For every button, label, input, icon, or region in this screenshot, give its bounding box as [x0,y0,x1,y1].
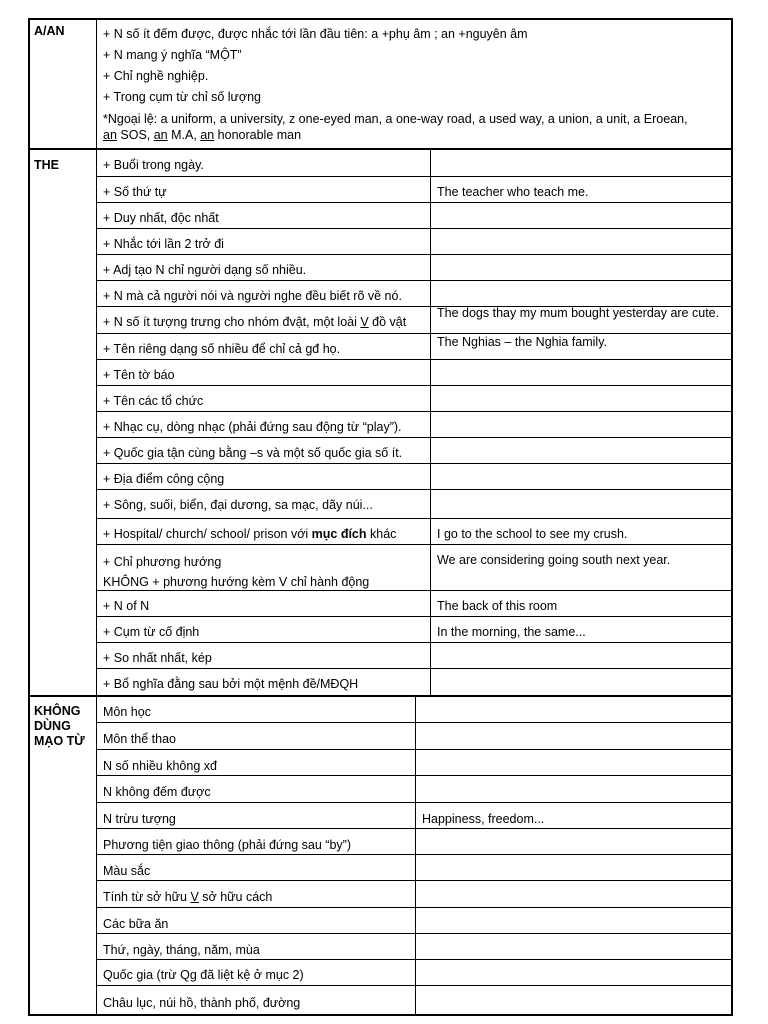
the-rule: + N mà cả người nói và người nghe đều biết rõ về nó. [103,289,402,303]
no-article-rule: Quốc gia (trừ Qg đã liệt kệ ở mục 2) [103,968,304,982]
no-article-rule: N trừu tượng [103,812,176,826]
row-divider [96,775,732,776]
row-divider [96,854,732,855]
the-rule [97,549,430,593]
the-example: The dogs thay my mum bought yesterday are cute. [437,306,720,320]
row-divider [96,280,732,281]
rule-text: Tính từ sở hữu [103,890,191,904]
a-an-rule: + N mang ý nghĩa “MỘT” [103,48,242,62]
a-an-rule: + N số ít đếm được, được nhắc tới lần đầu tiên: a +phụ âm ; an +nguyên âm [103,27,528,41]
the-rule: + Bổ nghĩa đằng sau bởi một mệnh đề/MĐQH [103,677,359,691]
the-rule: + Tên tờ báo [103,368,175,382]
row-divider [96,518,732,519]
row-divider [96,202,732,203]
no-article-rule: Môn thể thao [103,732,176,746]
row-divider [96,590,732,591]
rule-text: khác [366,527,397,541]
the-rule: + Tên các tổ chức [103,394,204,408]
underlined-article: an [103,128,117,142]
rule-text: + Chỉ phương hướng [103,555,222,569]
row-divider [96,489,732,490]
a-an-rule: + Chỉ nghề nghiệp. [103,69,209,83]
no-article-rule: N số nhiều không xđ [103,759,217,773]
the-example [431,442,731,468]
row-divider [96,985,732,986]
row-divider [96,880,732,881]
row-divider [96,802,732,803]
exception-text: SOS, [116,128,154,142]
row-divider [96,749,732,750]
row-divider [96,228,732,229]
the-example [431,647,731,673]
row-divider [96,333,732,334]
the-example: In the morning, the same... [437,625,586,639]
underlined-article: an [153,128,168,142]
row-divider [96,385,732,386]
row-divider [96,359,732,360]
row-divider [96,254,732,255]
no-article-example [416,833,731,860]
the-example: We are considering going south next year. [437,553,671,567]
row-divider [96,463,732,464]
the-rule: + Nhắc tới lần 2 trở đi [103,237,224,251]
table-border [28,1014,733,1016]
the-rule: + Duy nhất, độc nhất [103,211,219,225]
the-rule: + Số thứ tự [103,185,167,199]
row-divider [96,176,732,177]
the-rule: + Buổi trong ngày. [103,158,204,172]
no-article-rule: Châu lục, núi hồ, thành phố, đường [103,996,301,1010]
section-divider [28,148,733,150]
table-border [28,18,733,20]
the-example: I go to the school to see my crush. [437,527,628,541]
exception-line: *Ngoại lệ: a uniform, a university, z one-eyed man, a one-way road, a used way, a union, a unit, a Eroean, [103,112,688,126]
no-article-rule: N không đếm được [103,785,211,799]
the-rule: + So nhất nhất, kép [103,651,212,665]
title-line: MẠO TỪ [34,734,85,748]
section-title-the: THE [34,158,59,172]
the-rule: + Nhạc cụ, dòng nhạc (phải đứng sau động từ “play”). [103,420,402,434]
no-article-example: Happiness, freedom... [422,812,545,826]
row-divider [96,642,732,643]
row-divider [96,616,732,617]
section-divider [28,695,733,697]
the-example [431,390,731,416]
row-divider [96,411,732,412]
rule-text: KHÔNG + phương hướng kèm V chỉ hành động [103,575,370,589]
the-rule: + Cụm từ cố định [103,625,200,639]
underlined-article: an [200,128,215,142]
exception-text: M.A, [167,128,201,142]
the-rule: + Quốc gia tận cùng bằng –s và một số quốc gia số ít. [103,446,403,460]
row-divider [96,306,732,307]
the-rule: + Địa điểm công cộng [103,472,225,486]
a-an-rule: + Trong cụm từ chỉ số lượng [103,90,261,104]
no-article-example [416,990,731,1017]
the-rule: + N of N [103,599,150,613]
the-example [431,494,731,520]
no-article-example [416,912,731,939]
underlined-v: V [190,890,199,904]
rule-text: + N số ít tượng trưng cho nhóm đvật, một loài [103,315,361,329]
the-example [431,207,731,233]
title-line: DÙNG [34,719,71,733]
the-example [431,468,731,494]
section-title-no-article [28,702,96,751]
the-example: The back of this room [437,599,558,613]
no-article-rule: Môn học [103,705,151,719]
section-title-a-an: A/AN [34,24,65,38]
rule-text: sở hữu cách [198,890,273,904]
no-article-example [416,859,731,886]
the-example: The Nghias – the Nghia family. [437,335,607,349]
bold-text: mục đích [311,527,367,541]
row-divider [96,907,732,908]
title-line: KHÔNG [34,704,81,718]
row-divider [96,722,732,723]
the-example [431,233,731,259]
row-divider [96,959,732,960]
the-rule [97,523,430,549]
row-divider [96,544,732,545]
underlined-v: V [360,315,369,329]
no-article-rule: Các bữa ăn [103,917,169,931]
exception-text: honorable man [214,128,302,142]
row-divider [96,668,732,669]
a-an-rules [103,24,723,143]
no-article-rule: Phương tiện giao thông (phải đứng sau “by”) [103,838,351,852]
column-divider [96,18,97,1015]
the-example [431,416,731,442]
the-example [431,364,731,390]
column-divider [430,149,431,695]
the-rule: + Tên riêng dạng số nhiều để chỉ cả gđ họ. [103,342,341,356]
rule-text: đồ vật [368,315,407,329]
no-article-rule: Màu sắc [103,864,151,878]
rule-text: + Hospital/ church/ school/ prison với [103,527,312,541]
row-divider [96,828,732,829]
no-article-example [416,754,731,781]
no-article-example [416,938,731,965]
table-border [28,18,30,1016]
the-example [431,259,731,285]
column-divider [415,696,416,1015]
exception-line [103,127,723,143]
the-example: The teacher who teach me. [437,185,589,199]
a-an-exceptions [103,111,723,143]
the-rule: + Adj tạo N chỉ người dạng số nhiều. [103,263,307,277]
table-border [731,18,733,1016]
row-divider [96,933,732,934]
row-divider [96,437,732,438]
the-rule: + Sông, suối, biển, đại dương, sa mạc, dãy núi... [103,498,373,512]
no-article-rule: Thứ, ngày, tháng, năm, mùa [103,943,260,957]
